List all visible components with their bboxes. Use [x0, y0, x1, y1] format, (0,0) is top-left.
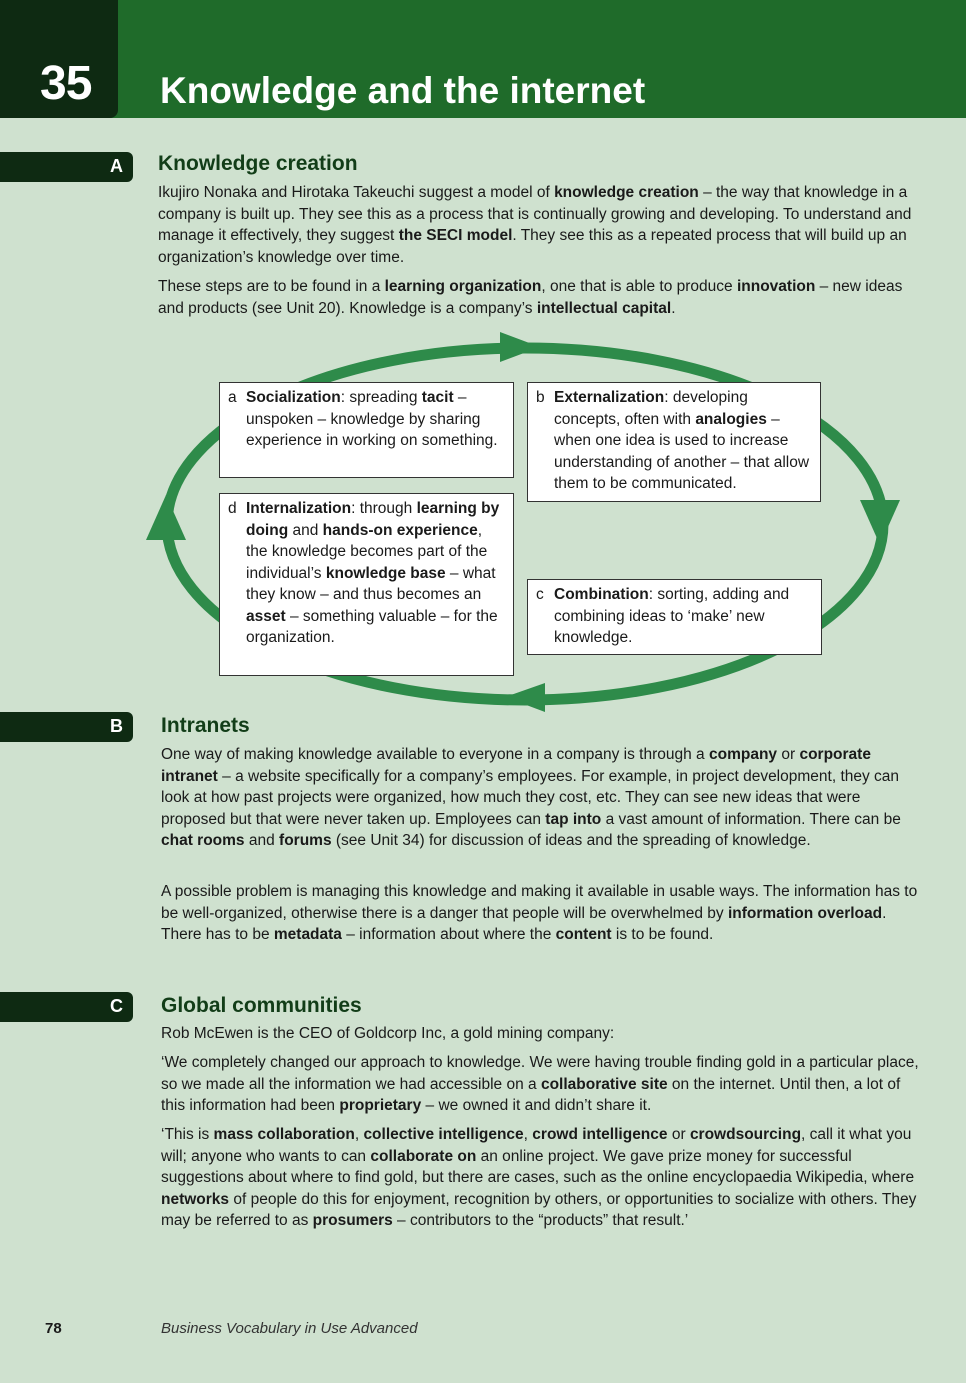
arrow-left-icon — [505, 683, 545, 712]
section-tab-c — [0, 992, 133, 1022]
section-a-paragraph-2: These steps are to be found in a learning organization, one that is able to produce innovation – new ideas and products (see Unit 20). Knowledge is a company’s intellectual capital. — [158, 278, 903, 317]
page-number: 78 — [45, 1320, 62, 1337]
seci-box-internalization: d Internalization: through learning by doing and hands-on experience, the knowledge becomes part of the individual’s knowledge base – what they know – and thus becomes an asset – something valuable – for the organization. — [219, 493, 514, 676]
section-heading-a: Knowledge creation — [158, 152, 358, 175]
section-tab-b — [0, 712, 133, 742]
section-letter: A — [110, 156, 123, 176]
section-a-paragraph-1: Ikujiro Nonaka and Hirotaka Takeuchi suggest a model of knowledge creation – the way that knowledge in a company is built up. They see this as a process that is continually growing and developing. To understand and manage it effectively, they suggest the SECI model. They see this as a repeated process that will build up an organization’s knowledge over time. — [158, 184, 912, 266]
section-b-paragraph-2: A possible problem is managing this knowledge and making it available in usable ways. The information has to be well-organized, otherwise there is a danger that people will be overwhelmed by information overload. There has to be metadata – information about where the content is to be found. — [161, 883, 918, 943]
section-letter: C — [110, 996, 123, 1016]
section-letter: B — [110, 716, 123, 736]
section-c-paragraph-1: Rob McEwen is the CEO of Goldcorp Inc, a gold mining company: — [161, 1025, 615, 1042]
seci-box-externalization: b Externalization: developing concepts, often with analogies – when one idea is used to increase understanding of another – that allow them to be communicated. — [527, 382, 821, 502]
seci-box-socialization: a Socialization: spreading tacit – unspoken – knowledge by sharing experience in working on something. — [219, 382, 514, 478]
section-heading-b: Intranets — [161, 714, 250, 737]
unit-title: Knowledge and the internet — [160, 70, 646, 111]
section-b-paragraph-1: One way of making knowledge available to everyone in a company is through a company or corporate intranet – a website specifically for a company’s employees. For example, in project development, they can look at how past projects were organized, how much they cost, etc. They can see new ideas that were proposed but that were never taken up. Employees can tap into a vast amount of information. There can be chat rooms and forums (see Unit 34) for discussion of ideas and the spreading of knowledge. — [161, 746, 901, 849]
section-c-quote-2: ‘This is mass collaboration, collective intelligence, crowd intelligence or crowdsourcing, call it what you will; anyone who wants to can collaborate on an online project. We gave prize money for successful suggestions about where to find gold, but there are cases, such as the online encyclopaedia Wikipedia, where networks of people do this for enjoyment, recognition by others, or opportunities to socialize with others. They may be referred to as prosumers – contributors to the “products” that result.’ — [161, 1126, 917, 1229]
unit-number: 35 — [40, 57, 92, 110]
seci-box-combination: c Combination: sorting, adding and combining ideas to ‘make’ new knowledge. — [527, 579, 822, 655]
arrow-up-icon — [146, 495, 186, 540]
arrow-down-icon — [860, 500, 900, 545]
arrow-right-icon — [500, 332, 540, 362]
section-c-quote-1: ‘We completely changed our approach to knowledge. We were having trouble finding gold in a particular place, so we made all the information we had accessible on a collaborative site on the internet. Until then, a lot of this information had been proprietary – we owned it and didn’t share it. — [161, 1054, 919, 1114]
book-title: Business Vocabulary in Use Advanced — [161, 1320, 418, 1337]
section-heading-c: Global communities — [161, 994, 362, 1017]
